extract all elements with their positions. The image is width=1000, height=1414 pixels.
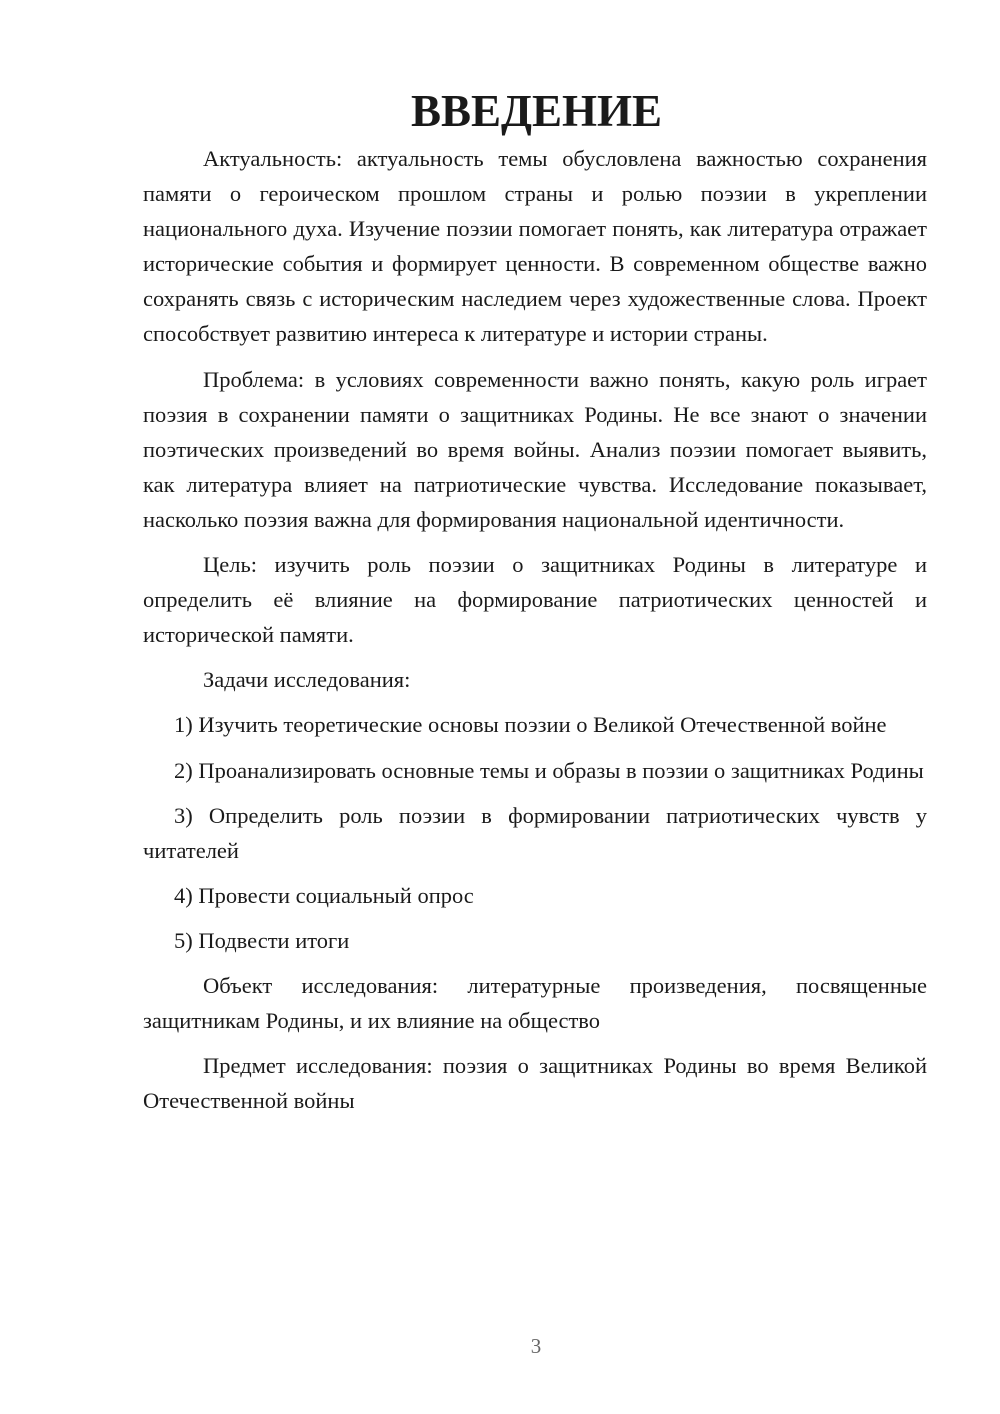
problem-paragraph: Проблема: в условиях современности важно понять, какую роль играет поэзия в сохранении памяти о защитниках Родины. Не все знают о значении поэтических произведений во время войны. Анализ поэзии помогает выявить, как литература влияет на патриотические чувства. Исследование показывает, насколько поэзия важна для формирования национальной идентичности. (143, 366, 927, 532)
page-number: 3 (530, 1334, 542, 1358)
subject-paragraph: Предмет исследования: поэзия о защитниках Родины во время Великой Отечественной войны (143, 1053, 927, 1114)
task-item: 5) Подвести итоги (174, 927, 350, 953)
relevance-paragraph: Актуальность: актуальность темы обусловлена важностью сохранения памяти о героическом прошлом страны и ролью поэзии в укреплении национального духа. Изучение поэзии помогает понять, как литература отражает исторические события и формирует ценности. В современном обществе важно сохранять связь с историческим наследием через художественные слова. Проект способствует развитию интереса к литературе и истории страны. (143, 146, 927, 347)
task-item: 2) Проанализировать основные темы и образы в поэзии о защитниках Родины (174, 757, 924, 783)
task-item: 4) Провести социальный опрос (174, 882, 474, 908)
task-item: 3) Определить роль поэзии в формировании патриотических чувств у читателей (143, 802, 927, 863)
tasks-heading: Задачи исследования: (203, 667, 411, 693)
goal-paragraph: Цель: изучить роль поэзии о защитниках Родины в литературе и определить её влияние на формирование патриотических ценностей и исторической памяти. (143, 552, 927, 648)
object-paragraph: Объект исследования: литературные произведения, посвященные защитникам Родины, и их влияние на общество (143, 972, 927, 1034)
task-item: 1) Изучить теоретические основы поэзии о Великой Отечественной войне (174, 712, 887, 738)
section-title: ВВЕДЕНИЕ (410, 86, 663, 136)
page-content (143, 86, 927, 1128)
